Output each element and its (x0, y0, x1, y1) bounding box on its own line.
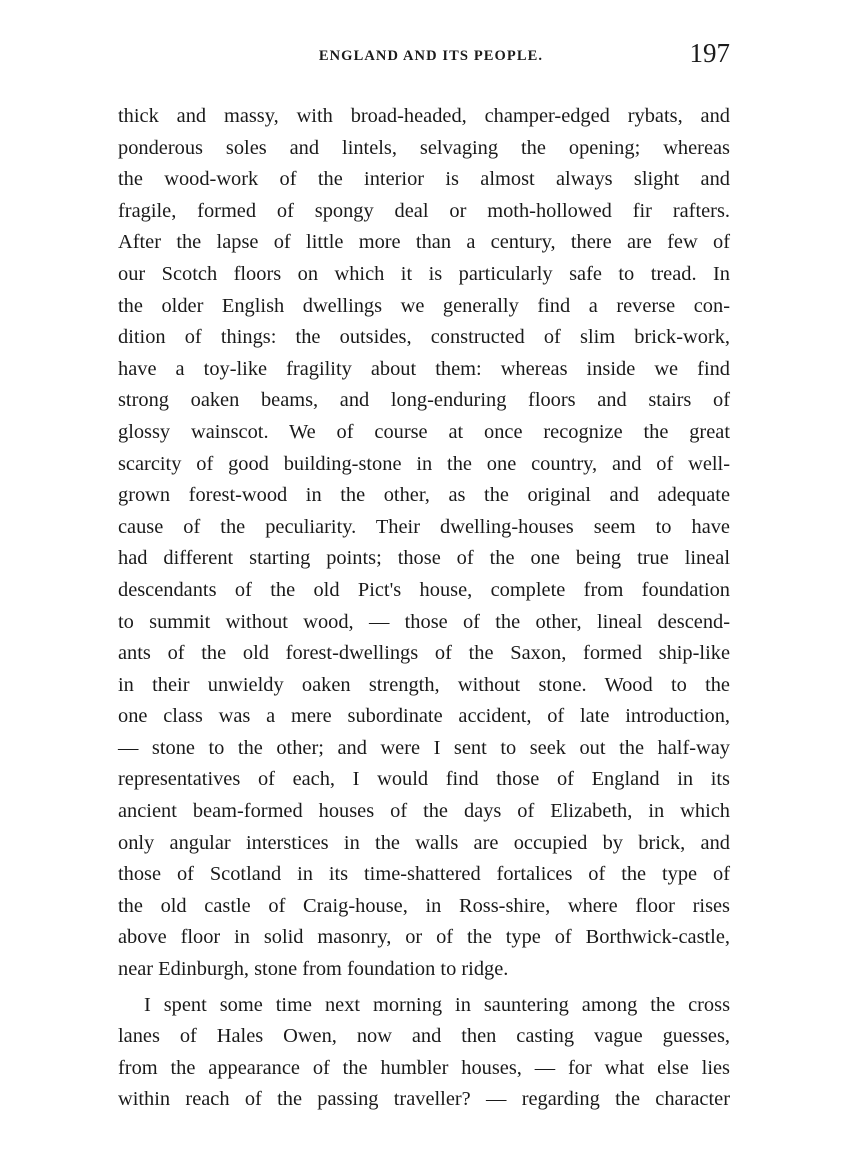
text-line: thick and massy, with broad-headed, champer-edged rybats, and (118, 105, 730, 127)
text-line: After the lapse of little more than a century, there are few of (118, 231, 730, 254)
text-line: glossy wainscot. We of course at once recognize the great (118, 420, 730, 443)
text-line: near Edinburgh, stone from foundation to ridge. (118, 958, 509, 981)
text-line: ants of the old forest-dwellings of the Saxon, formed ship-like (118, 642, 730, 665)
text-line: dition of things: the outsides, constructed of slim brick-work, (118, 326, 730, 349)
text-line: ancient beam-formed houses of the days of Elizabeth, in which (118, 800, 730, 823)
text-line: from the appearance of the humbler houses, — for what else lies (118, 1056, 730, 1079)
text-line: — stone to the other; and were I sent to seek out the half-way (118, 736, 730, 759)
text-line: grown forest-wood in the other, as the original and adequate (118, 484, 730, 507)
text-line: the older English dwellings we generally find a reverse con- (118, 294, 730, 317)
text-line: cause of the peculiarity. Their dwelling-houses seem to have (118, 515, 730, 538)
paragraph-2 (118, 990, 730, 1116)
text-line: ponderous soles and lintels, selvaging the opening; whereas (118, 136, 730, 159)
text-line: within reach of the passing traveller? — regarding the character (118, 1088, 730, 1111)
text-line: lanes of Hales Owen, now and then casting vague guesses, (118, 1025, 730, 1048)
text-line: have a toy-like fragility about them: whereas inside we find (118, 357, 730, 380)
text-line: only angular interstices in the walls are occupied by brick, and (118, 831, 730, 854)
text-line: strong oaken beams, and long-enduring floors and stairs of (118, 389, 730, 412)
text-line: above floor in solid masonry, or of the type of Borthwick-castle, (118, 926, 730, 949)
text-line: our Scotch floors on which it is particularly safe to tread. In (118, 262, 730, 285)
text-line: had different starting points; those of the one being true lineal (118, 547, 730, 570)
text-line: fragile, formed of spongy deal or moth-hollowed fir rafters. (118, 199, 730, 222)
running-title: ENGLAND AND ITS PEOPLE. (318, 48, 544, 64)
text-line: to summit without wood, — those of the other, lineal descend- (118, 610, 730, 633)
text-line: I spent some time next morning in sauntering among the cross (144, 993, 730, 1016)
page-number: 197 (689, 38, 730, 68)
body-text (118, 101, 730, 1116)
text-line: in their unwieldy oaken strength, without stone. Wood to the (118, 673, 730, 696)
running-head (118, 38, 730, 72)
text-line: scarcity of good building-stone in the one country, and of well- (118, 452, 730, 475)
text-line: descendants of the old Pict's house, complete from foundation (118, 578, 730, 601)
text-line: representatives of each, I would find those of England in its (118, 768, 730, 791)
text-line: the old castle of Craig-house, in Ross-shire, where floor rises (118, 894, 730, 917)
text-line: one class was a mere subordinate accident, of late introduction, (118, 705, 730, 728)
text-line: those of Scotland in its time-shattered fortalices of the type of (118, 863, 730, 886)
text-line: the wood-work of the interior is almost always slight and (118, 168, 730, 191)
paragraph-1 (118, 101, 730, 986)
